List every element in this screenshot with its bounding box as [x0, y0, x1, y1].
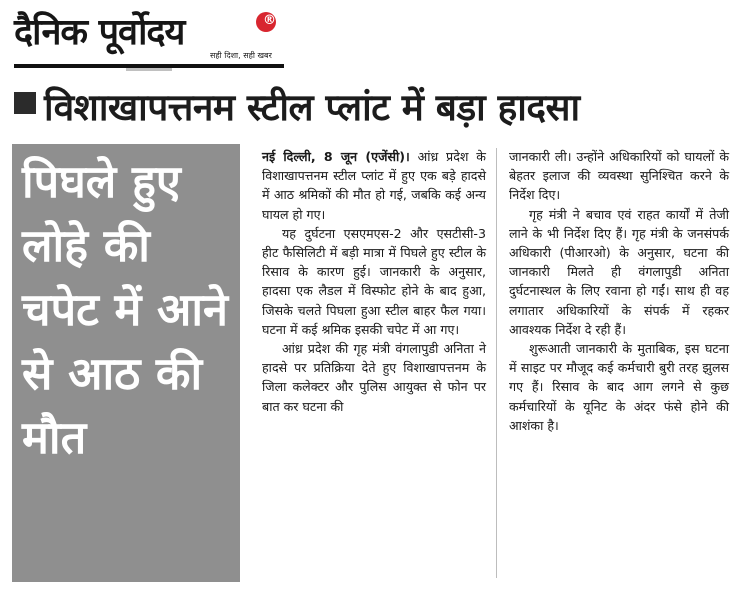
registered-mark: ®	[263, 13, 276, 28]
tagline: सही दिशा, सही खबर	[210, 51, 272, 60]
paragraph: जानकारी ली। उन्होंने अधिकारियों को घायलों के बेहतर इलाज की व्यवस्था सुनिश्चित करने के निर्देश दिए।	[509, 149, 729, 203]
article-column-2	[509, 147, 729, 435]
paragraph: शुरूआती जानकारी के मुताबिक, इस घटना में साइट पर मौजूद कई कर्मचारी बुरी तरह झुलस गए हैं। रिसाव के बाद आग लगने से कुछ कर्मचारियों के यूनिट के अंदर फंसे होने की आशंका है।	[509, 341, 729, 433]
masthead-rule-mark	[126, 68, 172, 71]
paragraph: आंध्र प्रदेश के विशाखापत्तनम स्टील प्लांट में हुए एक बड़े हादसे में आठ श्रमिकों की मौत हो गई, जबकि कई अन्य घायल हो गए।	[262, 149, 486, 222]
column-divider	[496, 148, 497, 578]
paragraph: गृह मंत्री ने बचाव एवं राहत कार्यों में तेजी लाने के भी निर्देश दिए हैं। गृह मंत्री के जनसंपर्क अधिकारी (पीआरओ) के अनुसार, घटना की जानकारी मिलते ही वंगलापुडी अनिता दुर्घटनास्थल के लिए रवाना हो गईं। साथ ही वह लगातार अधिकारियों के संपर्क में रहकर आवश्यक निर्देश दे रही हैं।	[509, 206, 729, 337]
headline-square-icon	[14, 92, 36, 114]
logo-dot-icon	[256, 12, 276, 32]
paragraph: आंध्र प्रदेश की गृह मंत्री वंगलापुडी अनिता ने हादसे पर प्रतिक्रिया देते हुए विशाखापत्तनम के जिला कलेक्टर और पुलिस आयुक्त से फोन पर बात कर घटना की	[262, 341, 486, 414]
dateline: नई दिल्ली, 8 जून (एजेंसी)।	[262, 149, 410, 164]
article-column-1	[262, 147, 486, 416]
headline: विशाखापत्तनम स्टील प्लांट में बड़ा हादसा	[44, 86, 580, 129]
newspaper-logo: दैनिक पूर्वोदय	[14, 12, 185, 53]
side-title: पिघले हुए लोहे की चपेट में आने से आठ की मौत	[22, 155, 229, 464]
masthead	[14, 2, 304, 72]
paragraph: यह दुर्घटना एसएमएस-2 और एसटीसी-3 हीट फैसिलिटी में बड़ी मात्रा में पिघले हुए स्टील के रिसाव के कारण हुई। जानकारी के अनुसार, हादसा एक लैडल में विस्फोट होने के बाद हुआ, जिसके चलते पिघला हुआ स्टील बाहर फैल गया। घटना में कई श्रमिक इसकी चपेट में आ गए।	[262, 225, 486, 337]
